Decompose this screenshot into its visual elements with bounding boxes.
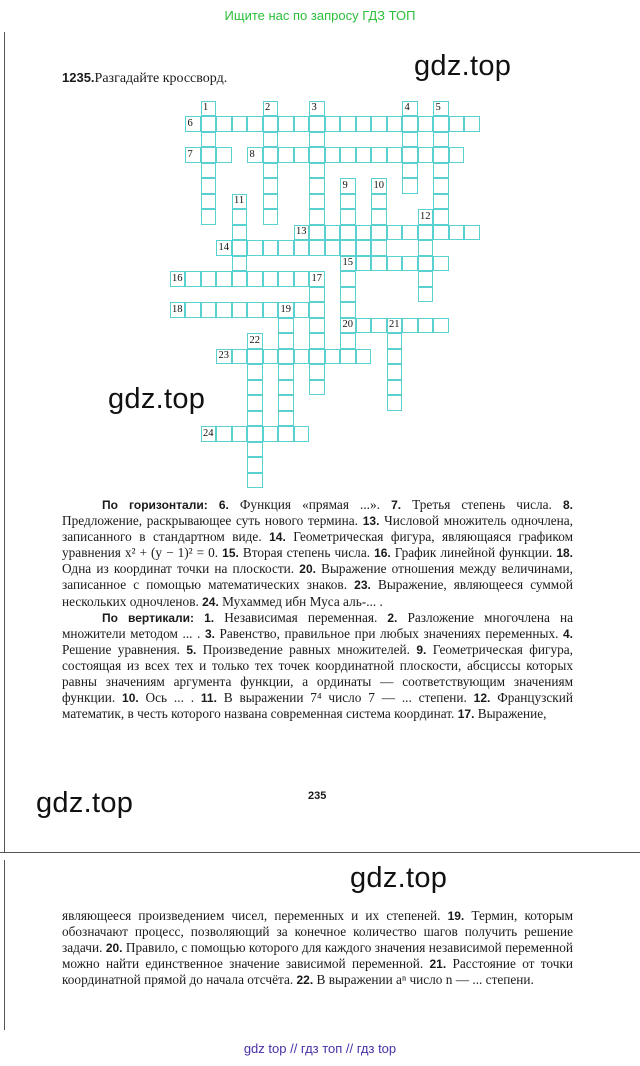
clue-text: В выражении aⁿ число n — ... степени. bbox=[313, 972, 534, 988]
crossword-cell[interactable] bbox=[433, 209, 449, 225]
crossword-cell[interactable] bbox=[294, 147, 310, 163]
crossword-cell[interactable] bbox=[247, 240, 263, 256]
clue-number-7: 7 bbox=[187, 148, 193, 160]
crossword-cell[interactable] bbox=[387, 364, 403, 380]
crossword-cell[interactable] bbox=[232, 116, 248, 132]
crossword-cell[interactable] bbox=[371, 225, 387, 241]
crossword-cell[interactable] bbox=[433, 318, 449, 334]
clue-text: являющееся произведением чисел, переменных и их степеней. bbox=[62, 908, 448, 923]
crossword-cell[interactable] bbox=[247, 442, 263, 458]
clue-text: Решение уравнения. bbox=[62, 641, 187, 657]
crossword-cell[interactable] bbox=[371, 116, 387, 132]
clue-number-23: 23 bbox=[218, 350, 229, 361]
crossword-cell[interactable] bbox=[201, 194, 217, 210]
page-divider bbox=[0, 852, 640, 853]
crossword-cell[interactable] bbox=[309, 302, 325, 318]
crossword-cell[interactable] bbox=[340, 302, 356, 318]
clue-number-15: 15 bbox=[342, 257, 353, 268]
crossword-cell[interactable] bbox=[371, 194, 387, 210]
crossword-cell[interactable] bbox=[278, 116, 294, 132]
clue-number: 24. bbox=[202, 594, 219, 609]
crossword-cell[interactable] bbox=[402, 163, 418, 179]
crossword-cell[interactable] bbox=[247, 426, 263, 442]
crossword-cell[interactable] bbox=[433, 178, 449, 194]
crossword-cell[interactable] bbox=[201, 132, 217, 148]
crossword-cell[interactable] bbox=[263, 147, 279, 163]
clue-text: Третья степень числа. bbox=[401, 497, 563, 512]
watermark: gdz.top bbox=[36, 787, 134, 819]
clue-number-6: 6 bbox=[187, 117, 193, 129]
crossword-cell[interactable] bbox=[247, 411, 263, 427]
crossword-cell[interactable] bbox=[309, 240, 325, 256]
clue-text: Мухаммед ибн Муса аль-... . bbox=[218, 593, 383, 609]
crossword-cell[interactable] bbox=[309, 163, 325, 179]
crossword-cell[interactable] bbox=[294, 116, 310, 132]
crossword-cell[interactable] bbox=[278, 240, 294, 256]
crossword-cell[interactable] bbox=[309, 287, 325, 303]
crossword-cell[interactable] bbox=[278, 426, 294, 442]
crossword-cell[interactable] bbox=[309, 116, 325, 132]
clue-number-5: 5 bbox=[435, 102, 441, 113]
clue-text: Разложение многочлена на множители методом ... . bbox=[62, 609, 573, 641]
down-header: По вертикали: bbox=[102, 610, 195, 625]
crossword-cell[interactable] bbox=[340, 225, 356, 241]
clue-number-13: 13 bbox=[296, 226, 307, 237]
clue-number: 1. bbox=[204, 610, 215, 625]
crossword-cell[interactable] bbox=[247, 349, 263, 365]
clue-number-19: 19 bbox=[280, 303, 291, 315]
clue-number: 20. bbox=[105, 941, 123, 956]
crossword-cell[interactable] bbox=[201, 116, 217, 132]
crossword-cell[interactable] bbox=[263, 426, 279, 442]
clue-number: 13. bbox=[362, 514, 380, 529]
clue-number: 12. bbox=[473, 691, 491, 706]
clue-number: 15. bbox=[222, 546, 239, 561]
crossword-cell[interactable] bbox=[449, 225, 465, 241]
clue-text: Независимая переменная. bbox=[214, 609, 388, 625]
page-edge-line bbox=[4, 32, 5, 852]
crossword-cell[interactable] bbox=[247, 364, 263, 380]
crossword-cell[interactable] bbox=[325, 240, 341, 256]
clue-number: 18. bbox=[556, 546, 573, 561]
crossword-cell[interactable] bbox=[263, 209, 279, 225]
crossword-cell[interactable] bbox=[325, 116, 341, 132]
crossword-cell[interactable] bbox=[232, 349, 248, 365]
crossword-cell[interactable] bbox=[263, 163, 279, 179]
crossword-cell[interactable] bbox=[278, 147, 294, 163]
crossword-cell[interactable] bbox=[433, 163, 449, 179]
crossword-cell[interactable] bbox=[371, 147, 387, 163]
crossword-cell[interactable] bbox=[356, 116, 372, 132]
clue-number-12: 12 bbox=[420, 210, 431, 222]
clue-number: 17. bbox=[457, 707, 475, 722]
clue-number: 7. bbox=[391, 498, 402, 512]
crossword-cell[interactable] bbox=[418, 287, 434, 303]
crossword-cell[interactable] bbox=[216, 426, 232, 442]
clue-number: 22. bbox=[296, 973, 314, 988]
crossword-cell[interactable] bbox=[325, 225, 341, 241]
crossword-cell[interactable] bbox=[232, 240, 248, 256]
clue-number-3: 3 bbox=[311, 102, 317, 113]
crossword-cell[interactable] bbox=[263, 194, 279, 210]
crossword-cell[interactable] bbox=[340, 209, 356, 225]
task-number: 1235. bbox=[62, 70, 95, 85]
clue-text: Вторая степень числа. bbox=[238, 545, 375, 561]
crossword-cell[interactable] bbox=[294, 426, 310, 442]
crossword-cell[interactable] bbox=[247, 116, 263, 132]
across-clues bbox=[62, 497, 573, 610]
crossword-cell[interactable] bbox=[464, 225, 480, 241]
crossword-cell[interactable] bbox=[371, 256, 387, 272]
watermark: gdz.top bbox=[108, 383, 206, 415]
crossword-cell[interactable] bbox=[418, 147, 434, 163]
clue-number: 23. bbox=[354, 578, 371, 593]
crossword-cell[interactable] bbox=[263, 178, 279, 194]
crossword-cell[interactable] bbox=[247, 457, 263, 473]
crossword-cell[interactable] bbox=[340, 147, 356, 163]
crossword-cell[interactable] bbox=[232, 426, 248, 442]
crossword-cell[interactable] bbox=[232, 271, 248, 287]
continuation-clues bbox=[62, 908, 573, 988]
clue-text: Функция «прямая ...». bbox=[228, 497, 392, 512]
crossword-cell[interactable] bbox=[309, 225, 325, 241]
crossword-cell[interactable] bbox=[247, 473, 263, 489]
clue-number-21: 21 bbox=[389, 319, 400, 330]
crossword-cell[interactable] bbox=[232, 209, 248, 225]
crossword-cell[interactable] bbox=[294, 240, 310, 256]
watermark: gdz.top bbox=[350, 862, 448, 894]
crossword-cell[interactable] bbox=[216, 147, 232, 163]
clue-text: Одна из координат точки на плоскости. bbox=[62, 561, 300, 577]
clue-number: 16. bbox=[374, 546, 391, 561]
crossword-cell[interactable] bbox=[418, 225, 434, 241]
crossword-cell[interactable] bbox=[216, 302, 232, 318]
page-number: 235 bbox=[308, 790, 327, 802]
crossword-cell[interactable] bbox=[247, 380, 263, 396]
clue-text: В выражении 7⁴ число 7 — ... степени. bbox=[216, 690, 474, 706]
crossword-cell[interactable] bbox=[216, 271, 232, 287]
clue-number-2: 2 bbox=[265, 102, 271, 113]
clue-number-4: 4 bbox=[404, 102, 410, 113]
crossword-cell[interactable] bbox=[449, 116, 465, 132]
clue-text: Термин, которым обозначают процесс, позволяющий за конечное количество шагов получить решение задачи. bbox=[62, 908, 573, 956]
crossword-cell[interactable] bbox=[340, 194, 356, 210]
clue-text: Правило, с помощью которого для каждого значения независимой переменной можно найти единственное значение зависимой переменной. bbox=[62, 940, 573, 972]
clue-number: 19. bbox=[447, 909, 465, 923]
crossword-cell[interactable] bbox=[201, 271, 217, 287]
crossword-cell[interactable] bbox=[340, 240, 356, 256]
crossword-cell[interactable] bbox=[387, 116, 403, 132]
crossword-cell[interactable] bbox=[263, 271, 279, 287]
crossword-cell[interactable] bbox=[263, 116, 279, 132]
crossword-cell[interactable] bbox=[418, 256, 434, 272]
crossword-cell[interactable] bbox=[263, 240, 279, 256]
crossword-cell[interactable] bbox=[356, 318, 372, 334]
clue-number: 2. bbox=[387, 610, 398, 625]
clue-text: Расстояние от точки координатной прямой до начала отсчёта. bbox=[62, 956, 573, 988]
crossword-cell[interactable] bbox=[402, 116, 418, 132]
crossword-cell[interactable] bbox=[340, 116, 356, 132]
crossword-cell[interactable] bbox=[402, 256, 418, 272]
crossword-cell[interactable] bbox=[216, 116, 232, 132]
down-clues bbox=[62, 610, 573, 723]
crossword-cell[interactable] bbox=[402, 147, 418, 163]
clue-text: Геометрическая фигура, состоящая из всех тех и только тех точек координатной плоскости, абсциссы которых равны значениям аргумента функции, а ординаты — соответствующим значениям функции. bbox=[62, 641, 574, 706]
clue-number: 14. bbox=[269, 530, 286, 545]
clue-text: Предложение, раскрывающее суть нового термина. bbox=[62, 513, 363, 529]
clue-number: 10. bbox=[122, 691, 139, 706]
crossword-cell[interactable] bbox=[278, 318, 294, 334]
clue-number-22: 22 bbox=[249, 334, 260, 346]
crossword-cell[interactable] bbox=[309, 318, 325, 334]
crossword-cell[interactable] bbox=[402, 132, 418, 148]
clue-number-16: 16 bbox=[172, 272, 183, 284]
clue-text: Выражение отношения между величинами, записанное с помощью математических знаков. bbox=[62, 561, 573, 593]
crossword-cell[interactable] bbox=[278, 271, 294, 287]
crossword-cell[interactable] bbox=[309, 209, 325, 225]
clue-number-11: 11 bbox=[234, 195, 245, 206]
crossword-cell[interactable] bbox=[387, 333, 403, 349]
footer-links[interactable]: gdz top // гдз топ // гдз top bbox=[243, 1041, 397, 1056]
crossword-cell[interactable] bbox=[387, 395, 403, 411]
crossword-cell[interactable] bbox=[433, 225, 449, 241]
crossword-cell[interactable] bbox=[387, 349, 403, 365]
crossword-cell[interactable] bbox=[433, 132, 449, 148]
crossword-cell[interactable] bbox=[294, 271, 310, 287]
crossword-cell[interactable] bbox=[340, 287, 356, 303]
page-edge-line-2 bbox=[4, 860, 5, 1030]
clues-continuation bbox=[62, 908, 573, 988]
crossword-cell[interactable] bbox=[247, 271, 263, 287]
clue-number: 8. bbox=[562, 498, 573, 512]
crossword-cell[interactable] bbox=[433, 147, 449, 163]
crossword-cell[interactable] bbox=[309, 132, 325, 148]
crossword-cell[interactable] bbox=[201, 178, 217, 194]
crossword-cell[interactable] bbox=[387, 225, 403, 241]
crossword-cell[interactable] bbox=[340, 349, 356, 365]
crossword-cell[interactable] bbox=[278, 364, 294, 380]
clue-number-18: 18 bbox=[172, 303, 183, 315]
crossword-cell[interactable] bbox=[309, 333, 325, 349]
clue-text: Выражение, являющееся суммой нескольких одночленов. bbox=[62, 577, 573, 609]
crossword-cell[interactable] bbox=[371, 240, 387, 256]
crossword-cell[interactable] bbox=[325, 349, 341, 365]
crossword-cell[interactable] bbox=[309, 349, 325, 365]
clue-number: 3. bbox=[204, 626, 215, 641]
crossword-cell[interactable] bbox=[278, 395, 294, 411]
clue-text: Числовой множитель одночлена, записанного в стандартном виде. bbox=[62, 513, 573, 545]
crossword-cell[interactable] bbox=[418, 240, 434, 256]
clue-number-24: 24 bbox=[203, 427, 214, 439]
watermark: gdz.top bbox=[414, 50, 512, 82]
clue-number-17: 17 bbox=[311, 272, 322, 284]
crossword-cell[interactable] bbox=[387, 147, 403, 163]
clue-text: Французский математик, в честь которого названа современная система координат. bbox=[62, 690, 573, 722]
crossword-cell[interactable] bbox=[201, 147, 217, 163]
crossword-cell[interactable] bbox=[356, 225, 372, 241]
clue-text: Произведение равных множителей. bbox=[196, 641, 417, 657]
clue-text: Геометрическая фигура, являющаяся графиком уравнения x² + (y − 1)² = 0. bbox=[62, 529, 574, 561]
crossword-cell[interactable] bbox=[263, 132, 279, 148]
task-heading bbox=[62, 70, 227, 87]
clue-number: 21. bbox=[429, 957, 447, 972]
crossword-cell[interactable] bbox=[371, 318, 387, 334]
crossword-cell[interactable] bbox=[340, 333, 356, 349]
crossword-cell[interactable] bbox=[309, 178, 325, 194]
crossword-cell[interactable] bbox=[387, 256, 403, 272]
crossword-cell[interactable] bbox=[433, 116, 449, 132]
crossword-cell[interactable] bbox=[294, 349, 310, 365]
clue-number-14: 14 bbox=[218, 241, 229, 253]
crossword-cell[interactable] bbox=[232, 225, 248, 241]
crossword-cell[interactable] bbox=[433, 194, 449, 210]
crossword-cell[interactable] bbox=[201, 163, 217, 179]
crossword-cell[interactable] bbox=[201, 302, 217, 318]
crossword-cell[interactable] bbox=[356, 349, 372, 365]
crossword-cell[interactable] bbox=[309, 194, 325, 210]
crossword-cell[interactable] bbox=[278, 380, 294, 396]
clue-number: 5. bbox=[186, 642, 197, 657]
crossword-cell[interactable] bbox=[201, 209, 217, 225]
crossword-cell[interactable] bbox=[278, 411, 294, 427]
crossword-cell[interactable] bbox=[247, 302, 263, 318]
clue-number: 20. bbox=[299, 562, 316, 577]
crossword-cell[interactable] bbox=[263, 349, 279, 365]
clue-number-1: 1 bbox=[203, 102, 209, 113]
crossword-cell[interactable] bbox=[294, 302, 310, 318]
clue-number-9: 9 bbox=[342, 179, 348, 191]
crossword-cell[interactable] bbox=[402, 318, 418, 334]
across-header: По горизонтали: bbox=[102, 498, 208, 512]
crossword-cell[interactable] bbox=[402, 225, 418, 241]
crossword-cell[interactable] bbox=[418, 116, 434, 132]
crossword-cell[interactable] bbox=[247, 395, 263, 411]
clue-number: 4. bbox=[562, 626, 573, 641]
clue-text: Ось ... . bbox=[138, 690, 201, 706]
crossword-cell[interactable] bbox=[309, 364, 325, 380]
crossword-cell[interactable] bbox=[185, 302, 201, 318]
crossword-cell[interactable] bbox=[263, 302, 279, 318]
clue-number: 9. bbox=[416, 642, 427, 657]
crossword-cell[interactable] bbox=[356, 240, 372, 256]
crossword-cell[interactable] bbox=[464, 116, 480, 132]
clue-text: График линейной функции. bbox=[390, 545, 557, 561]
crossword-cell[interactable] bbox=[418, 271, 434, 287]
crossword-cell[interactable] bbox=[371, 209, 387, 225]
crossword-cell[interactable] bbox=[449, 147, 465, 163]
clue-text: Выражение, bbox=[474, 706, 547, 722]
crossword-cell[interactable] bbox=[309, 147, 325, 163]
crossword-cell[interactable] bbox=[185, 271, 201, 287]
crossword-cell[interactable] bbox=[418, 318, 434, 334]
crossword-cell[interactable] bbox=[325, 147, 341, 163]
crossword-cell[interactable] bbox=[356, 147, 372, 163]
clue-number-8: 8 bbox=[249, 148, 255, 160]
crossword-cell[interactable] bbox=[232, 256, 248, 272]
crossword-cell[interactable] bbox=[278, 333, 294, 349]
top-banner[interactable]: Ищите нас по запросу ГДЗ ТОП bbox=[224, 8, 416, 23]
clue-number: 11. bbox=[200, 691, 217, 706]
clues-block bbox=[62, 497, 573, 722]
clue-text: Равенство, правильное при любых значениях переменных. bbox=[214, 625, 563, 641]
clue-number: 6. bbox=[218, 498, 229, 512]
crossword-cell[interactable] bbox=[433, 256, 449, 272]
task-title: Разгадайте кроссворд. bbox=[94, 71, 228, 86]
crossword-cell[interactable] bbox=[232, 302, 248, 318]
crossword-cell[interactable] bbox=[387, 380, 403, 396]
crossword-cell[interactable] bbox=[278, 349, 294, 365]
clue-number-20: 20 bbox=[342, 319, 353, 330]
crossword-cell[interactable] bbox=[402, 178, 418, 194]
crossword-cell[interactable] bbox=[340, 271, 356, 287]
crossword-cell[interactable] bbox=[309, 380, 325, 396]
crossword-cell[interactable] bbox=[356, 256, 372, 272]
clue-number-10: 10 bbox=[373, 179, 384, 191]
